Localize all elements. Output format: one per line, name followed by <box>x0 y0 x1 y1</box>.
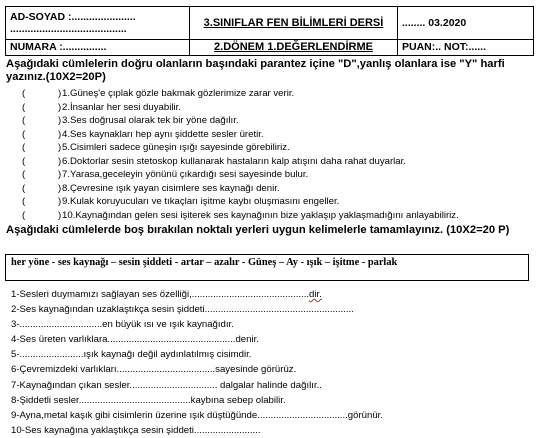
answer-paren-open[interactable]: ( <box>22 142 26 153</box>
score-field[interactable]: PUAN:.. NOT:...... <box>398 39 534 55</box>
fill-in-item[interactable] <box>11 408 536 423</box>
true-false-item <box>22 209 537 223</box>
statement-text: 8.Çevresine ışık yayan cisimlere ses kaynağı denir. <box>62 182 280 194</box>
answer-paren-close[interactable]: ) <box>58 128 62 140</box>
answer-paren-close[interactable]: ) <box>58 101 62 113</box>
sentence-text: 9-Ayna,metal kaşık gibi cisimlerin üzerine ışık düştüğünde..................................görünür. <box>11 409 384 421</box>
answer-paren-open[interactable]: ( <box>22 155 26 167</box>
answer-paren-open[interactable]: ( <box>22 101 26 113</box>
answer-paren-close[interactable]: ) <box>58 142 62 153</box>
answer-paren-open[interactable]: ( <box>22 88 26 99</box>
fill-in-item[interactable] <box>11 287 536 302</box>
sentence-text: 3-...............................en büyük ısı ve ışık kaynağıdır. <box>11 319 234 331</box>
statement-text: 6.Doktorlar sesin stetoskop kullanarak hastaların kalp atışını daha rahat duyarlar. <box>62 155 406 167</box>
statement-text: 3.Ses doğrusal olarak tek bir yöne dağılır. <box>62 115 239 126</box>
fill-in-item[interactable] <box>11 362 536 377</box>
exam-subtitle: 2.DÖNEM 1.DEĞERLENDİRME <box>190 39 398 55</box>
fill-in-item[interactable] <box>11 332 536 347</box>
answer-paren-close[interactable]: ) <box>58 182 62 194</box>
fill-in-item[interactable] <box>11 302 536 317</box>
true-false-item <box>22 87 537 101</box>
true-false-list <box>22 87 537 222</box>
true-false-item <box>22 141 537 155</box>
answer-paren-close[interactable]: ) <box>58 155 62 167</box>
true-false-item <box>22 101 537 115</box>
sentence-text: 4-Ses üreten varlıklara................................................denir. <box>11 334 259 346</box>
sentence-text: 2-Ses kaynağından uzaklaştıkça sesin şiddeti........................................................ <box>11 304 354 316</box>
sentence-text: 7-Kaynağından çıkan sesler................................. dalgalar halinde dağılır.. <box>11 379 322 391</box>
sentence-text: 8-Şiddetli sesler..........................................kaybına sebep olabilir. <box>11 394 286 406</box>
statement-text: 7.Yarasa,geceleyin yönünü çıkardığı sesi sayesinde bulur. <box>62 169 309 180</box>
number-field[interactable]: NUMARA :............... <box>6 39 190 55</box>
fill-in-item[interactable] <box>11 378 536 393</box>
true-false-item <box>22 168 537 182</box>
statement-text: 1.Güneş'e çıplak gözle bakmak gözlerimize zarar verir. <box>62 88 295 99</box>
date-field[interactable]: ........ 03.2020 <box>398 7 534 40</box>
answer-paren-close[interactable]: ) <box>58 209 62 221</box>
fill-in-item[interactable] <box>11 393 536 408</box>
statement-text: 9.Kulak koruyucuları ve tıkaçları işitme kaybı oluşmasını engeller. <box>62 196 340 207</box>
answer-paren-open[interactable]: ( <box>22 115 26 126</box>
true-false-item <box>22 182 537 196</box>
fill-in-item[interactable] <box>11 317 536 332</box>
answer-paren-open[interactable]: ( <box>22 209 26 221</box>
sentence-text: 6-Çevremizdeki varlıkları.....................................sayesinde görürüz. <box>11 364 297 376</box>
true-false-item <box>22 128 537 142</box>
answer-paren-close[interactable]: ) <box>58 115 62 126</box>
answer-paren-close[interactable]: ) <box>58 196 62 207</box>
sentence-text: 10-Ses kaynağına yaklaştıkça sesin şiddeti......................... <box>11 424 261 436</box>
statement-text: 5.Cisimleri sadece güneşin ışığı sayesinde görebiliriz. <box>62 142 290 153</box>
sentence-text: 1-Sesleri duymamızı sağlayan ses özelliği,............................................ <box>11 289 310 300</box>
fill-in-list <box>11 287 536 438</box>
name-field[interactable] <box>6 7 190 40</box>
answer-paren-close[interactable]: ) <box>58 169 62 180</box>
true-false-item <box>22 114 537 128</box>
answer-paren-open[interactable]: ( <box>22 196 26 207</box>
word-bank: her yöne - ses kaynağı – sesin şiddeti - artar – azalır - Güneş – Ay - ışık – işitme - parlak <box>5 254 529 281</box>
header-table <box>5 6 534 56</box>
fill-in-item[interactable] <box>11 423 536 438</box>
fill-in-item[interactable] <box>11 347 536 362</box>
name-label: AD-SOYAD :...................... <box>10 10 136 23</box>
spellcheck-underlined-text: dir. <box>309 289 322 300</box>
answer-paren-open[interactable]: ( <box>22 128 26 140</box>
name-dots: ........................................ <box>10 22 127 35</box>
section2-instruction: Aşağıdaki cümlelerde boş bırakılan noktalı yerleri uygun kelimelerle tamamlayınız. (10X2=20 P) <box>6 224 510 236</box>
statement-text: 10.Kaynağından gelen sesi işiterek ses kaynağının bize yaklaşıp yaklaşmadığını anlayabiliriz. <box>62 209 459 221</box>
answer-paren-open[interactable]: ( <box>22 182 26 194</box>
exam-title: 3.SINIFLAR FEN BİLİMLERİ DERSİ <box>190 7 398 40</box>
answer-paren-open[interactable]: ( <box>22 169 26 180</box>
sentence-text: 5-........................ışık kaynağı değil aydınlatılmış cisimdir. <box>11 349 252 361</box>
statement-text: 2.İnsanlar her sesi duyabilir. <box>62 101 181 113</box>
statement-text: 4.Ses kaynakları hep aynı şiddette sesler üretir. <box>62 128 264 140</box>
true-false-item <box>22 195 537 209</box>
section1-instruction: Aşağıdaki cümlelerin doğru olanların başındaki parantez içine "D",yanlış olanlara ise "Y" harfi yazınız.(10X2=20P) <box>6 58 505 83</box>
true-false-item <box>22 155 537 169</box>
answer-paren-close[interactable]: ) <box>58 88 62 99</box>
